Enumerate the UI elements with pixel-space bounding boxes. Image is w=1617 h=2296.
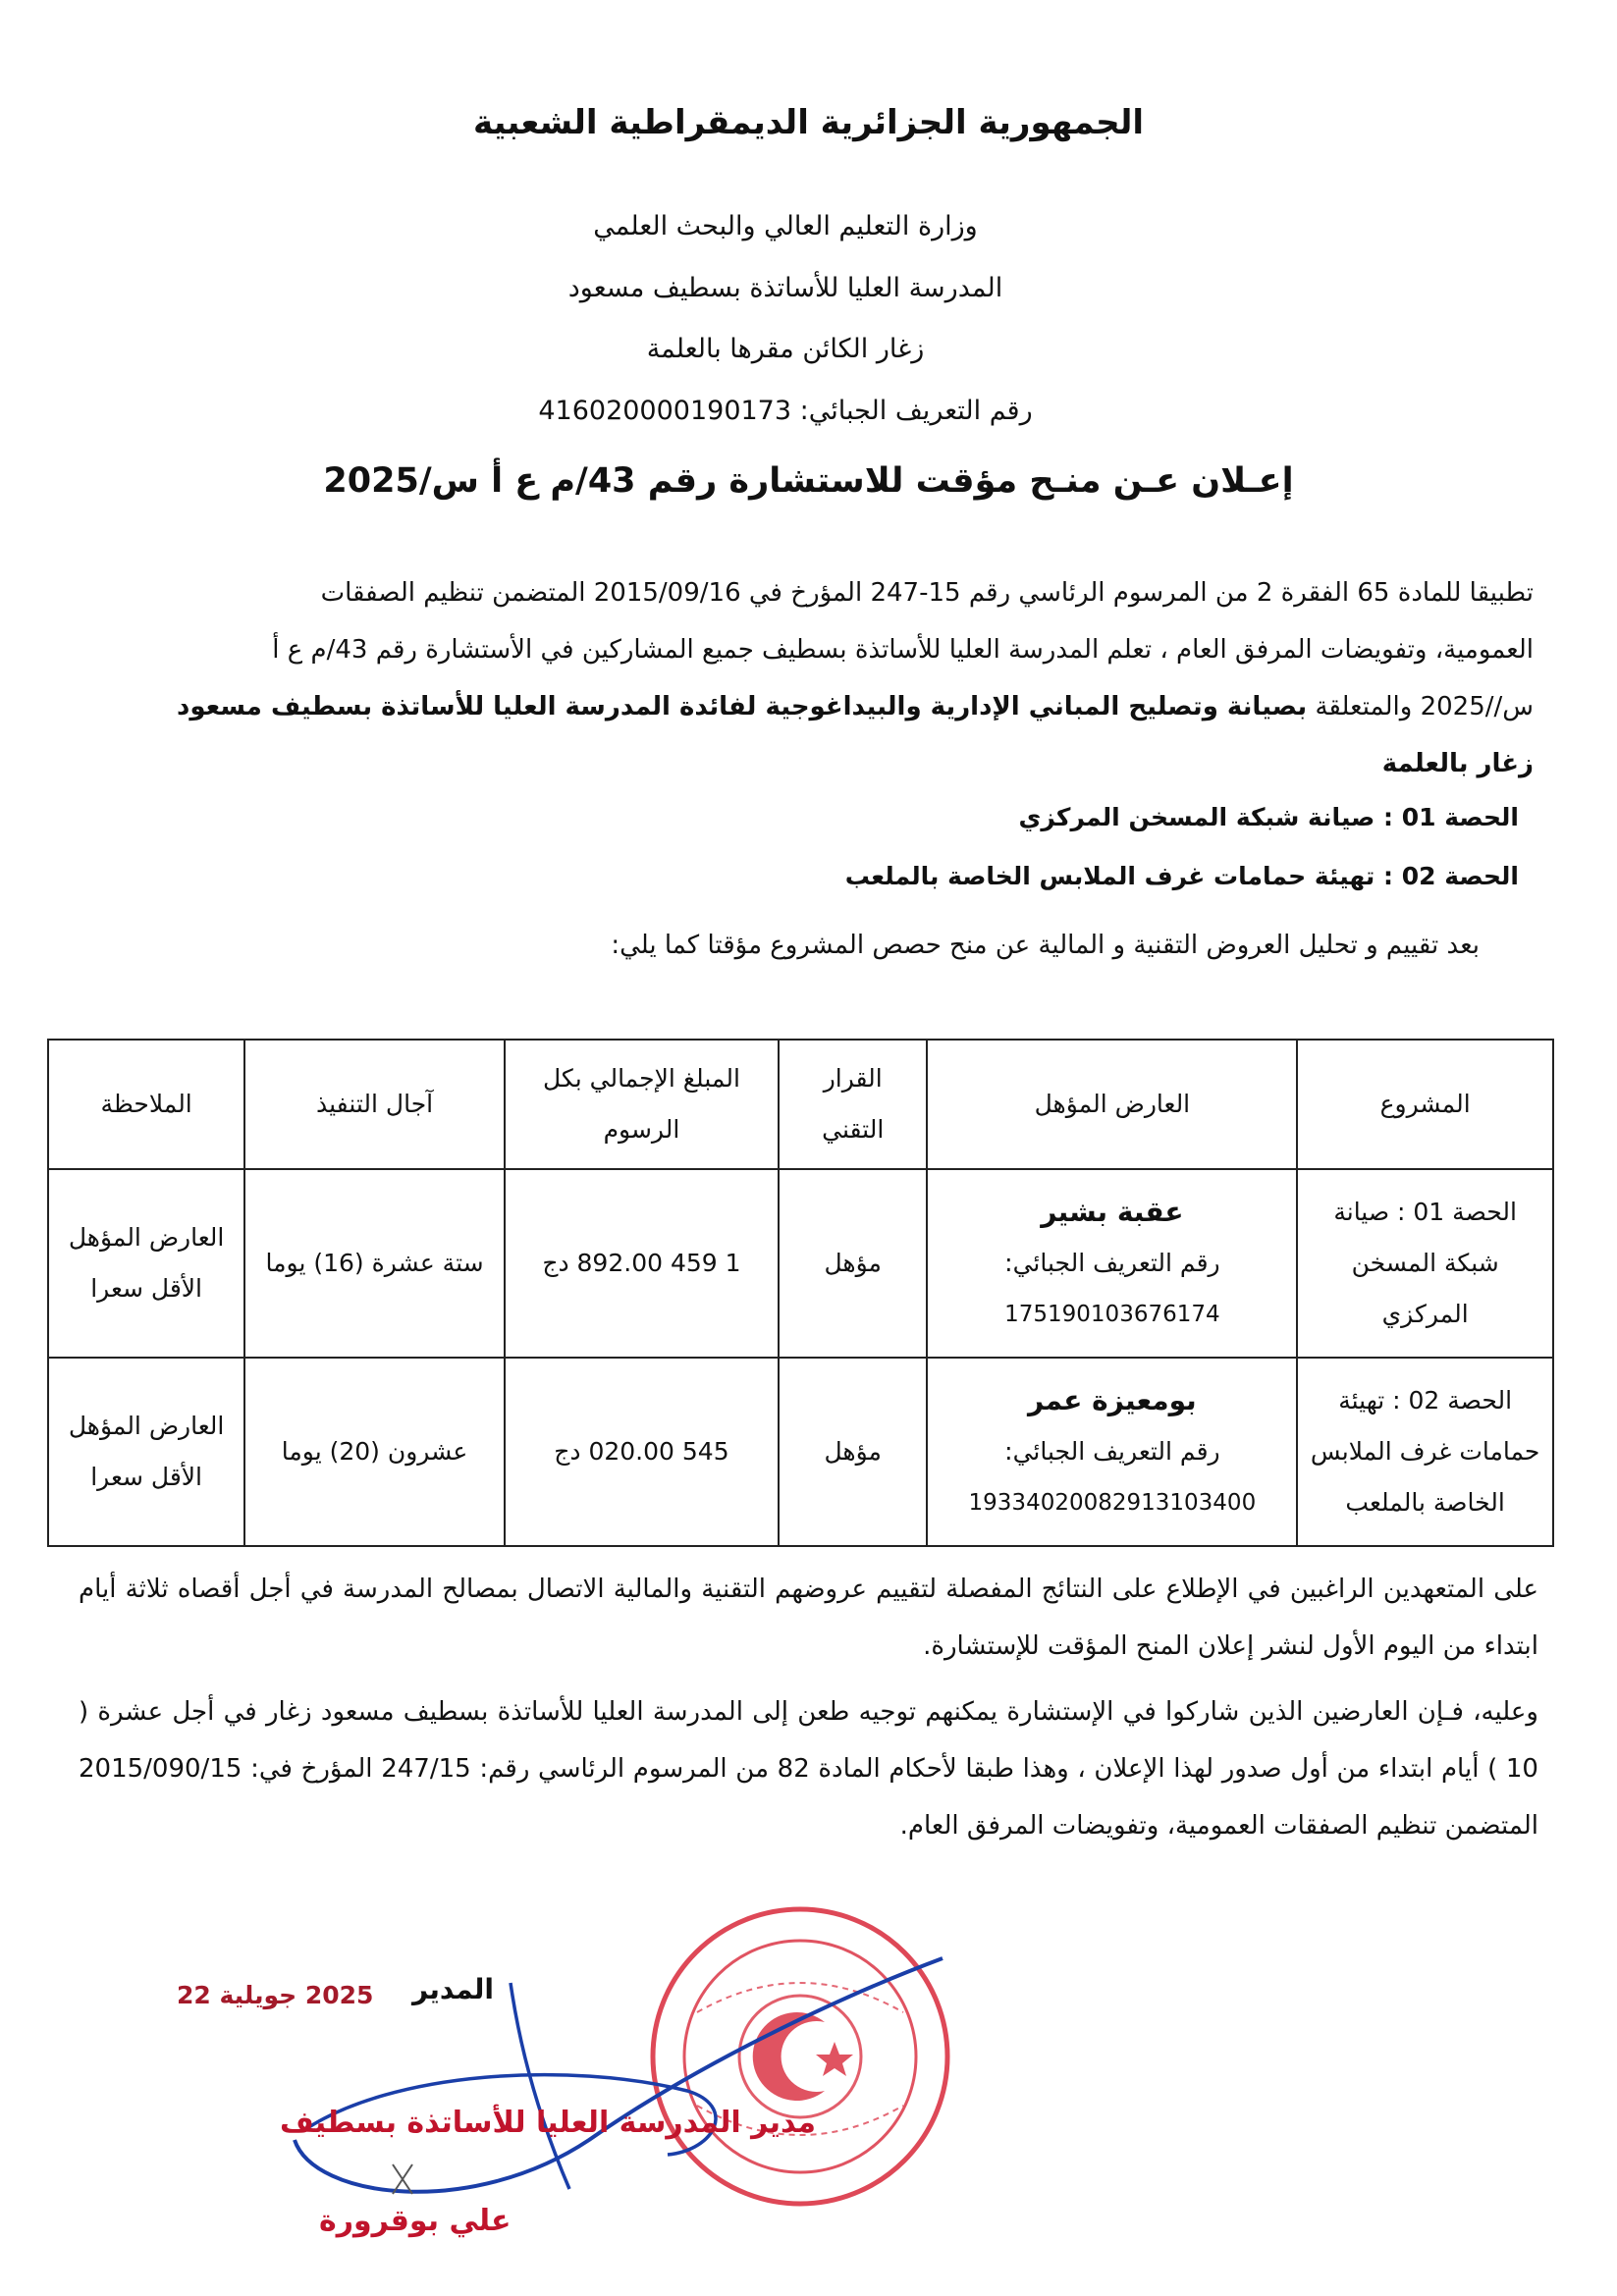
cell-deadline: عشرون (20) يوما xyxy=(244,1358,505,1546)
ministry-line: وزارة التعليم العالي والبحث العلمي xyxy=(593,211,978,241)
header-deadline: آجال التنفيذ xyxy=(244,1040,505,1169)
cell-decision: مؤهل xyxy=(779,1358,928,1546)
date-stamp: 2025 جويلية 22 xyxy=(177,1981,374,2009)
intro-line-3-normal: س//2025 والمتعلقة xyxy=(1307,692,1534,721)
header-bidder: العارض المؤهل xyxy=(927,1040,1297,1169)
republic-heading: الجمهورية الجزائرية الديمقراطية الشعبية xyxy=(473,103,1144,142)
cell-project: الحصة 02 : تهيئة حمامات غرف الملابس الخاصة بالملعب xyxy=(1297,1358,1553,1546)
signer-title-stamp: مدير المدرسة العليا للأساتذة بسطيف xyxy=(280,2106,816,2140)
cell-bidder xyxy=(927,1169,1297,1358)
seat-line: زغار الكائن مقرها بالعلمة xyxy=(646,334,925,364)
cell-note: العارض المؤهل الأقل سعرا xyxy=(48,1358,244,1546)
cell-amount: 545 020.00 دج xyxy=(505,1358,779,1546)
lot-2-line: الحصة 02 : تهيئة حمامات غرف الملابس الخاصة بالملعب xyxy=(844,862,1519,890)
table-header-row xyxy=(48,1040,1553,1169)
cell-project: الحصة 01 : صيانة شبكة المسخن المركزي xyxy=(1297,1169,1553,1358)
intro-paragraph xyxy=(93,564,1534,792)
bidder-name: بومعيزة عمر xyxy=(1028,1384,1197,1416)
intro-line-4: زغار بالعلمة xyxy=(1381,749,1534,778)
handwritten-signature-icon xyxy=(275,1944,962,2238)
director-label: المدير xyxy=(412,1973,494,2005)
intro-line-3 xyxy=(93,678,1534,735)
cell-amount: 1 459 892.00 دج xyxy=(505,1169,779,1358)
bidder-id-label: رقم التعريف الجبائي: xyxy=(1004,1437,1220,1466)
intro-line-1: تطبيقا للمادة 65 الفقرة 2 من المرسوم الرئاسي رقم 15-247 المؤرخ في 2015/09/16 المتضمن تنظيم الصفقات xyxy=(320,578,1534,608)
tax-id-line: رقم التعريف الجبائي: 416020000190173 xyxy=(538,396,1033,426)
cell-deadline: ستة عشرة (16) يوما xyxy=(244,1169,505,1358)
lot-1-line: الحصة 01 : صيانة شبكة المسخن المركزي xyxy=(1018,803,1519,831)
school-line: المدرسة العليا للأساتذة بسطيف مسعود xyxy=(567,273,1003,303)
cell-bidder xyxy=(927,1358,1297,1546)
bidder-id: 175190103676174 xyxy=(1004,1302,1220,1327)
after-evaluation-line: بعد تقييم و تحليل العروض التقنية و المالية عن منح حصص المشروع مؤقتا كما يلي: xyxy=(611,931,1480,960)
cell-decision: مؤهل xyxy=(779,1169,928,1358)
header-amount: المبلغ الإجمالي بكل الرسوم xyxy=(505,1040,779,1169)
intro-line-3-bold: بصيانة وتصليح المباني الإدارية والبيداغوجية لفائدة المدرسة العليا للأساتذة بسطيف مسعود xyxy=(177,692,1308,721)
header-project: المشروع xyxy=(1297,1040,1553,1169)
bidder-id-label: رقم التعريف الجبائي: xyxy=(1004,1249,1220,1277)
header-note: الملاحظة xyxy=(48,1040,244,1169)
header-decision: القرار التقني xyxy=(779,1040,928,1169)
signer-name-stamp: علي بوقرورة xyxy=(319,2204,512,2238)
bidder-id: 19334020082913103400 xyxy=(968,1490,1257,1516)
announcement-title: إعـلان عـن منـح مؤقت للاستشارة رقم 43/م ع أ س/2025 xyxy=(323,461,1294,501)
results-table xyxy=(47,1039,1554,1547)
results-access-paragraph: على المتعهدين الراغبين في الإطلاع على النتائج المفصلة لتقييم عروضهم التقنية والمالية الاتصال بمصالح المدرسة في أجل أقصاه ثلاثة أيام ابتداء من اليوم الأول لنشر إعلان المنح المؤقت للإستشارة. xyxy=(79,1575,1538,1661)
table-row xyxy=(48,1169,1553,1358)
appeal-paragraph: وعليه، فـإن العارضين الذين شاركوا في الإستشارة يمكنهم توجيه طعن إلى المدرسة العليا للأساتذة بسطيف مسعود زغار في أجل عشرة ( 10 ) أيام ابتداء من أول صدور لهذا الإعلان ، وهذا طبقا لأحكام المادة 82 من المرسوم الرئاسي رقم: 247/15 المؤرخ في: 2015/090/15 المتضمن تنظيم الصفقات العمومية، وتفويضات المرفق العام. xyxy=(79,1697,1538,1841)
table-row xyxy=(48,1358,1553,1546)
cell-note: العارض المؤهل الأقل سعرا xyxy=(48,1169,244,1358)
bidder-name: عقبة بشير xyxy=(1041,1196,1184,1228)
intro-line-2: العمومية، وتفويضات المرفق العام ، تعلم المدرسة العليا للأساتذة بسطيف جميع المشاركين في الأستشارة رقم 43/م ع أ xyxy=(272,635,1534,665)
